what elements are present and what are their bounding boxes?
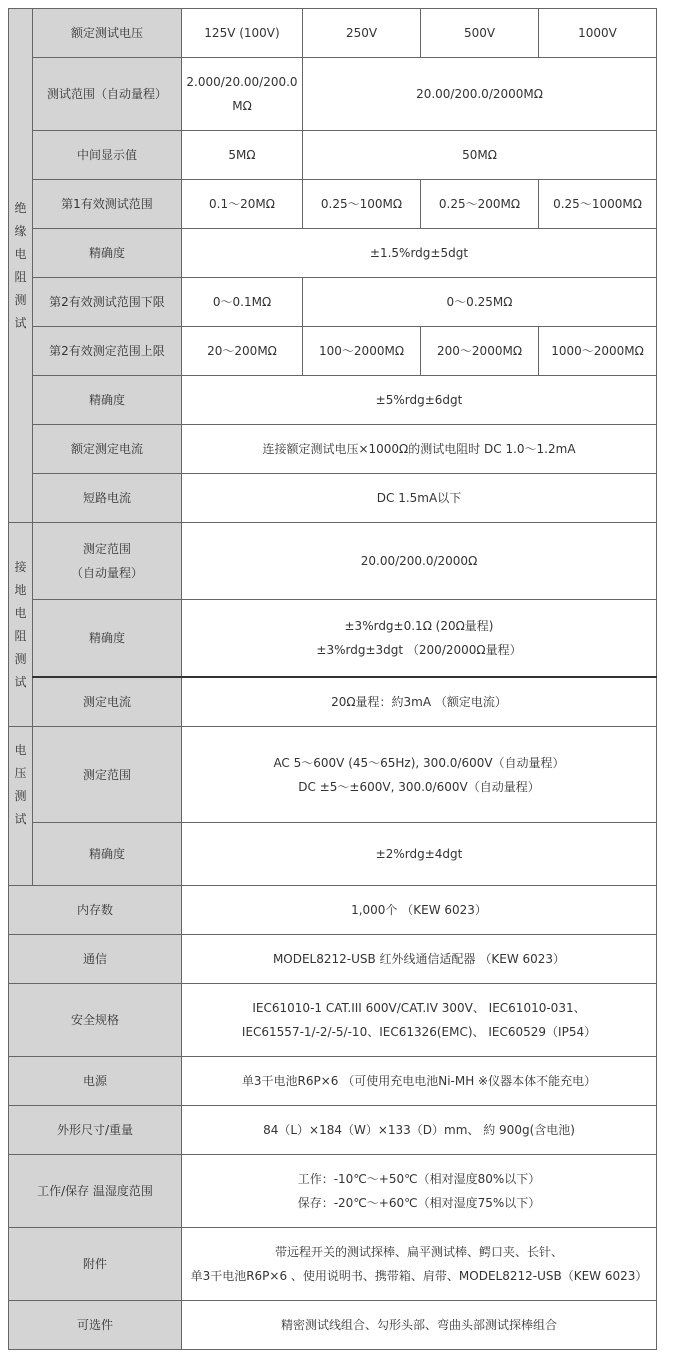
cell-environment-value: 工作：-10℃～+50℃（相对湿度80%以下） 保存：-20℃～+60℃（相对湿度75%以下） bbox=[182, 1155, 657, 1228]
cell-power-value: 单3干电池R6P×6 （可使用充电电池Ni-MH ※仪器本体不能充电） bbox=[182, 1057, 657, 1106]
table-row bbox=[9, 1301, 657, 1350]
cell-rated-voltage-1000v: 1000V bbox=[539, 9, 657, 58]
table-row bbox=[9, 600, 657, 677]
row-label-power: 电源 bbox=[9, 1057, 182, 1106]
cell-test-range-other: 20.00/200.0/2000MΩ bbox=[303, 58, 657, 131]
table-row bbox=[9, 180, 657, 229]
cell-second-upper-250v: 100～2000MΩ bbox=[303, 327, 421, 376]
row-label-accuracy: 精确度 bbox=[33, 376, 182, 425]
cell-accuracy-value: ±1.5%rdg±5dgt bbox=[182, 229, 657, 278]
cell-comm-value: MODEL8212-USB 红外线通信适配器 （KEW 6023） bbox=[182, 935, 657, 984]
cell-mid-display-125v: 5MΩ bbox=[182, 131, 303, 180]
cell-accessories-value: 带远程开关的测试探棒、扁平测试棒、鳄口夹、长针、 单3干电池R6P×6 、使用说明书、携带箱、肩带、MODEL8212-USB（KEW 6023） bbox=[182, 1228, 657, 1301]
cell-options-value: 精密测试线组合、勾形头部、弯曲头部测试探棒组合 bbox=[182, 1301, 657, 1350]
table-row bbox=[9, 935, 657, 984]
table-row bbox=[9, 376, 657, 425]
cell-test-range-125v: 2.000/20.00/200.0 MΩ bbox=[182, 58, 303, 131]
table-row bbox=[9, 474, 657, 523]
cell-first-range-250v: 0.25～100MΩ bbox=[303, 180, 421, 229]
cell-rated-current-value: 连接额定测试电压×1000Ω的测试电阻时 DC 1.0～1.2mA bbox=[182, 425, 657, 474]
cell-first-range-500v: 0.25～200MΩ bbox=[421, 180, 539, 229]
table-row bbox=[9, 886, 657, 935]
row-label-comm: 通信 bbox=[9, 935, 182, 984]
category-voltage: 电压测试 bbox=[9, 727, 33, 886]
cell-earth-range-value: 20.00/200.0/2000Ω bbox=[182, 523, 657, 600]
row-label-environment: 工作/保存 温湿度范围 bbox=[9, 1155, 182, 1228]
cell-rated-voltage-250v: 250V bbox=[303, 9, 421, 58]
table-row bbox=[9, 229, 657, 278]
row-label-short-current: 短路电流 bbox=[33, 474, 182, 523]
cell-earth-accuracy-value: ±3%rdg±0.1Ω (20Ω量程) ±3%rdg±3dgt （200/2000Ω量程） bbox=[182, 600, 657, 677]
row-label-options: 可选件 bbox=[9, 1301, 182, 1350]
row-label-rated-voltage: 额定测试电压 bbox=[33, 9, 182, 58]
row-label-accessories: 附件 bbox=[9, 1228, 182, 1301]
row-label-mid-display: 中间显示值 bbox=[33, 131, 182, 180]
row-label-accuracy: 精确度 bbox=[33, 229, 182, 278]
row-label-second-lower: 第2有效测试范围下限 bbox=[33, 278, 182, 327]
cell-first-range-125v: 0.1～20MΩ bbox=[182, 180, 303, 229]
row-label-earth-accuracy: 精确度 bbox=[33, 600, 182, 677]
cell-rated-voltage-500v: 500V bbox=[421, 9, 539, 58]
table-row bbox=[9, 1228, 657, 1301]
table-row bbox=[9, 1155, 657, 1228]
cell-second-lower-other: 0～0.25MΩ bbox=[303, 278, 657, 327]
table-row bbox=[9, 425, 657, 474]
table-row bbox=[9, 727, 657, 823]
table-row bbox=[9, 58, 657, 131]
cell-voltage-accuracy-value: ±2%rdg±4dgt bbox=[182, 823, 657, 886]
cell-rated-voltage-125v: 125V (100V) bbox=[182, 9, 303, 58]
category-insulation: 绝缘电阻测试 bbox=[9, 9, 33, 523]
table-row bbox=[9, 1106, 657, 1155]
table-row bbox=[9, 984, 657, 1057]
row-label-safety: 安全规格 bbox=[9, 984, 182, 1057]
category-earth: 接地电阻测试 bbox=[9, 523, 33, 727]
table-row bbox=[9, 278, 657, 327]
cell-second-upper-500v: 200～2000MΩ bbox=[421, 327, 539, 376]
cell-second-upper-1000v: 1000～2000MΩ bbox=[539, 327, 657, 376]
table-row bbox=[9, 9, 657, 58]
cell-mid-display-other: 50MΩ bbox=[303, 131, 657, 180]
cell-earth-current-value: 20Ω量程：約3mA （额定电流） bbox=[182, 677, 657, 727]
spec-table bbox=[8, 8, 657, 1350]
cell-size-value: 84（L）×184（W）×133（D）mm、 約 900g(含电池) bbox=[182, 1106, 657, 1155]
row-label-memory: 内存数 bbox=[9, 886, 182, 935]
table-row bbox=[9, 327, 657, 376]
cell-voltage-range-value: AC 5～600V (45～65Hz), 300.0/600V（自动量程） DC ±5～±600V, 300.0/600V（自动量程） bbox=[182, 727, 657, 823]
table-row bbox=[9, 823, 657, 886]
cell-second-lower-125v: 0～0.1MΩ bbox=[182, 278, 303, 327]
cell-short-current-value: DC 1.5mA以下 bbox=[182, 474, 657, 523]
cell-first-range-1000v: 0.25～1000MΩ bbox=[539, 180, 657, 229]
row-label-second-upper: 第2有效测定范围上限 bbox=[33, 327, 182, 376]
cell-second-upper-125v: 20～200MΩ bbox=[182, 327, 303, 376]
table-row bbox=[9, 523, 657, 600]
row-label-rated-current: 额定测定电流 bbox=[33, 425, 182, 474]
row-label-voltage-accuracy: 精确度 bbox=[33, 823, 182, 886]
row-label-size: 外形尺寸/重量 bbox=[9, 1106, 182, 1155]
table-row bbox=[9, 677, 657, 727]
cell-safety-value: IEC61010-1 CAT.III 600V/CAT.IV 300V、 IEC61010-031、 IEC61557-1/-2/-5/-10、IEC61326(EMC)、 IEC60529（IP54） bbox=[182, 984, 657, 1057]
row-label-earth-range: 测定范围 （自动量程） bbox=[33, 523, 182, 600]
row-label-first-range: 第1有效测试范围 bbox=[33, 180, 182, 229]
table-row bbox=[9, 1057, 657, 1106]
table-row bbox=[9, 131, 657, 180]
row-label-test-range: 测试范围（自动量程） bbox=[33, 58, 182, 131]
row-label-voltage-range: 测定范围 bbox=[33, 727, 182, 823]
cell-memory-value: 1,000个 （KEW 6023） bbox=[182, 886, 657, 935]
row-label-earth-current: 测定电流 bbox=[33, 677, 182, 727]
cell-accuracy-value: ±5%rdg±6dgt bbox=[182, 376, 657, 425]
